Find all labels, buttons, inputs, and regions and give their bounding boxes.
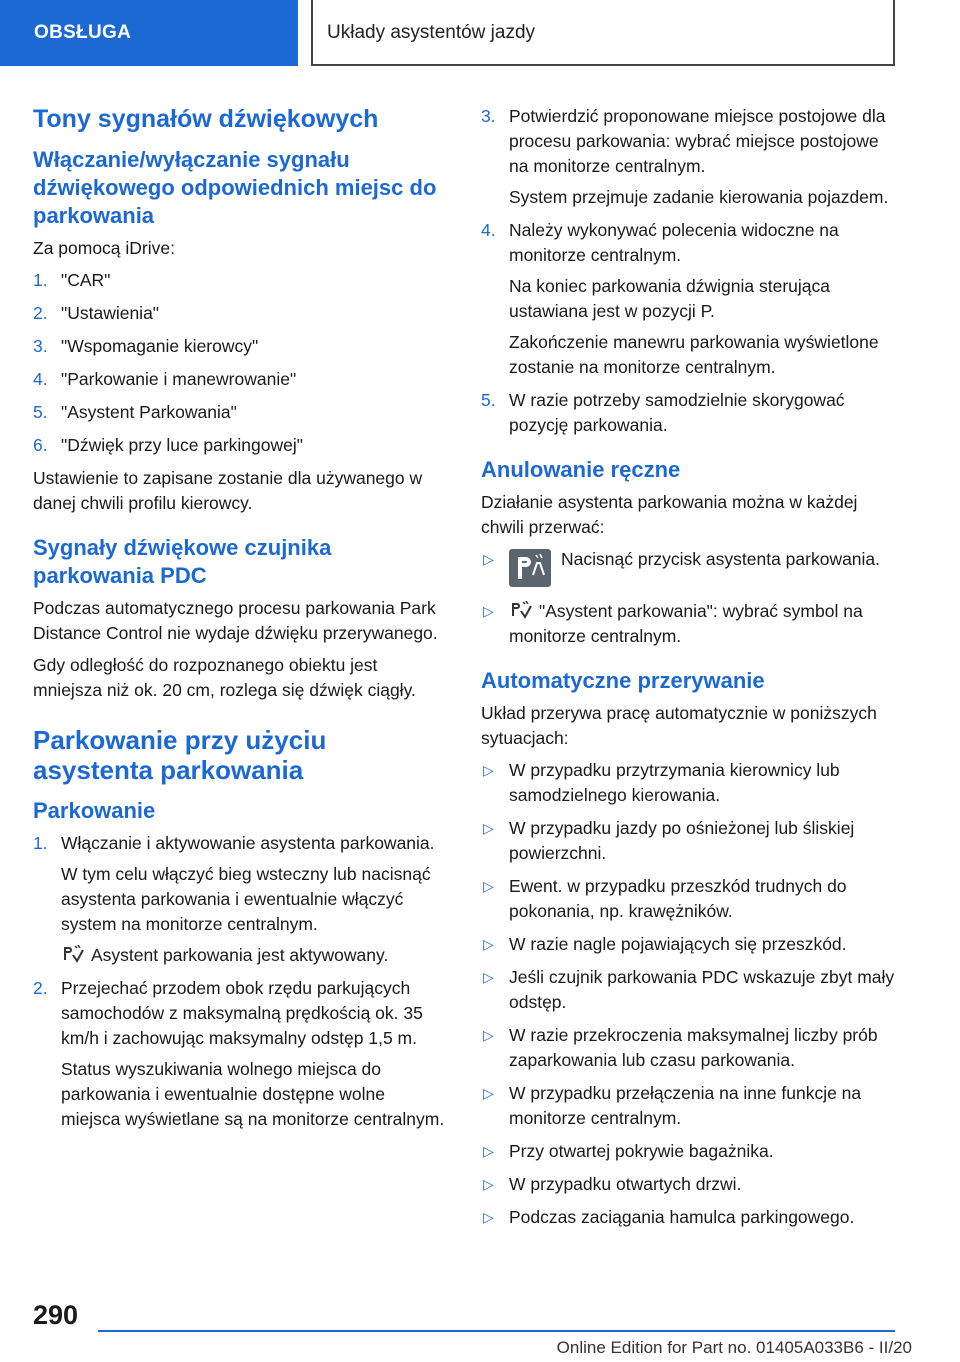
bullet-icon: ▷	[483, 1085, 494, 1101]
auto-item-text: W przypadku jazdy po ośnieżonej lub śliskiej powierzchni.	[509, 818, 855, 863]
bullet-icon: ▷	[483, 878, 494, 894]
list-item	[481, 932, 896, 957]
park-assist-icon	[61, 944, 87, 964]
heading-tones: Tony sygnałów dźwiękowych	[33, 105, 379, 133]
right-column	[481, 104, 896, 1238]
list-item	[33, 301, 445, 326]
bullet-icon: ▷	[483, 551, 494, 567]
step-detail-text: Asystent parkowania jest aktywowany.	[91, 945, 389, 965]
bullet-icon: ▷	[483, 762, 494, 778]
section-label: OBSŁUGA	[0, 0, 298, 66]
list-item	[33, 400, 445, 425]
step-detail: System przejmuje zadanie kierowania pojazdem.	[509, 187, 889, 207]
step-text: W razie potrzeby samodzielnie skorygować pozycję parkowania.	[509, 390, 845, 435]
list-item	[481, 758, 896, 808]
list-item	[481, 1023, 896, 1073]
bullet-icon: ▷	[483, 936, 494, 952]
list-item	[33, 268, 445, 293]
bullet-icon: ▷	[483, 820, 494, 836]
step-number: 5.	[481, 390, 496, 410]
auto-item-text: W przypadku otwartych drzwi.	[509, 1174, 742, 1194]
step-number: 4.	[481, 220, 496, 240]
list-item	[33, 334, 445, 359]
heading-pdc: Sygnały dźwiękowe czujnika parkowania PDC	[33, 535, 332, 588]
step-text: "CAR"	[61, 270, 111, 290]
footer-divider	[98, 1330, 895, 1332]
list-item	[481, 599, 896, 649]
list-item	[481, 1081, 896, 1131]
list-item	[481, 104, 896, 210]
list-item	[33, 976, 445, 1132]
step-text: Należy wykonywać polecenia widoczne na monitorze centralnym.	[509, 220, 839, 265]
step-number: 5.	[33, 402, 48, 422]
step-text: "Dźwięk przy luce parkingowej"	[61, 435, 303, 455]
step-detail: W tym celu włączyć bieg wsteczny lub nacisnąć asystenta parkowania i ewentualnie włączyć system na monitorze centralnym.	[61, 864, 431, 934]
auto-item-text: W przypadku przełączenia na inne funkcje na monitorze centralnym.	[509, 1083, 862, 1128]
list-item	[481, 388, 896, 438]
list-item	[481, 1205, 896, 1230]
heading-switch: Włączanie/wyłączanie sygnału dźwiękowego odpowiednich miejsc do parkowania	[33, 147, 437, 228]
auto-item-text: Ewent. w przypadku przeszkód trudnych do pokonania, np. krawężników.	[509, 876, 847, 921]
list-item	[481, 874, 896, 924]
step-text: Przejechać przodem obok rzędu parkujących samochodów z maksymalną prędkością ok. 35 km/h i zachowując maksymalny odstęp 1,5 m.	[61, 978, 423, 1048]
step-text: "Wspomaganie kierowcy"	[61, 336, 259, 356]
idrive-steps	[33, 268, 445, 458]
step-text: "Ustawienia"	[61, 303, 160, 323]
auto-intro: Układ przerywa pracę automatycznie w poniższych sytuacjach:	[481, 703, 877, 748]
list-item	[481, 965, 896, 1015]
chapter-title: Układy asystentów jazdy	[311, 0, 895, 66]
heading-cancel: Anulowanie ręczne	[481, 457, 681, 482]
step-number: 4.	[33, 369, 48, 389]
parking-steps-left	[33, 831, 445, 1132]
bullet-icon: ▷	[483, 603, 494, 619]
left-column	[33, 104, 445, 1140]
list-item	[481, 1172, 896, 1197]
list-item	[481, 547, 896, 591]
step-text: "Asystent Parkowania"	[61, 402, 237, 422]
step-number: 3.	[481, 106, 496, 126]
bullet-icon: ▷	[483, 969, 494, 985]
park-assist-icon	[509, 600, 535, 620]
pdc-paragraph-1: Podczas automatycznego procesu parkowania Park Distance Control nie wydaje dźwięku przerywanego.	[33, 598, 438, 643]
auto-item-text: W razie przekroczenia maksymalnej liczby prób zaparkowania lub czasu parkowania.	[509, 1025, 878, 1070]
cancel-list	[481, 547, 896, 649]
auto-item-text: Podczas zaciągania hamulca parkingowego.	[509, 1207, 855, 1227]
step-detail	[61, 943, 445, 968]
heading-parking-assist: Parkowanie przy użyciu asystenta parkowania	[33, 725, 327, 785]
step-number: 6.	[33, 435, 48, 455]
step-number: 1.	[33, 270, 48, 290]
idrive-intro: Za pomocą iDrive:	[33, 238, 175, 258]
heading-parking: Parkowanie	[33, 798, 156, 823]
auto-item-text: W przypadku przytrzymania kierownicy lub samodzielnego kierowania.	[509, 760, 840, 805]
page-header	[0, 0, 960, 66]
list-item	[481, 218, 896, 380]
step-number: 2.	[33, 978, 48, 998]
auto-item-text: Przy otwartej pokrywie bagażnika.	[509, 1141, 774, 1161]
cancel-item-text: "Asystent parkowania": wybrać symbol na monitorze centralnym.	[509, 601, 863, 646]
list-item	[481, 816, 896, 866]
cancel-item-text: Nacisnąć przycisk asystenta parkowania.	[561, 549, 881, 569]
list-item	[33, 367, 445, 392]
step-detail: Na koniec parkowania dźwignia sterująca ustawiana jest w pozycji P.	[509, 276, 831, 321]
step-detail: Status wyszukiwania wolnego miejsca do parkowania i ewentualnie dostępne wolne miejsca wyświetlane są na monitorze centralnym.	[61, 1059, 445, 1129]
auto-item-text: W razie nagle pojawiających się przeszkód.	[509, 934, 847, 954]
step-text: Potwierdzić proponowane miejsce postojowe dla procesu parkowania: wybrać miejsce postojowe na monitorze centralnym.	[509, 106, 886, 176]
bullet-icon: ▷	[483, 1209, 494, 1225]
park-assist-button-icon	[509, 549, 551, 587]
step-number: 1.	[33, 833, 48, 853]
step-text: Włączanie i aktywowanie asystenta parkowania.	[61, 833, 435, 853]
parking-steps-right	[481, 104, 896, 438]
profile-note: Ustawienie to zapisane zostanie dla używanego w danej chwili profilu kierowcy.	[33, 468, 423, 513]
list-item	[481, 1139, 896, 1164]
auto-list	[481, 758, 896, 1230]
list-item	[33, 433, 445, 458]
cancel-intro: Działanie asystenta parkowania można w każdej chwili przerwać:	[481, 492, 858, 537]
step-text: "Parkowanie i manewrowanie"	[61, 369, 297, 389]
step-number: 3.	[33, 336, 48, 356]
bullet-icon: ▷	[483, 1176, 494, 1192]
edition-note: Online Edition for Part no. 01405A033B6 - II/20	[556, 1338, 912, 1357]
list-item	[33, 831, 445, 968]
heading-auto-interrupt: Automatyczne przerywanie	[481, 668, 765, 693]
bullet-icon: ▷	[483, 1027, 494, 1043]
step-detail: Zakończenie manewru parkowania wyświetlone zostanie na monitorze centralnym.	[509, 332, 879, 377]
page-number: 290	[33, 1300, 79, 1330]
bullet-icon: ▷	[483, 1143, 494, 1159]
auto-item-text: Jeśli czujnik parkowania PDC wskazuje zbyt mały odstęp.	[509, 967, 895, 1012]
pdc-paragraph-2: Gdy odległość do rozpoznanego obiektu jest mniejsza niż ok. 20 cm, rozlega się dźwięk ciągły.	[33, 655, 416, 700]
step-number: 2.	[33, 303, 48, 323]
